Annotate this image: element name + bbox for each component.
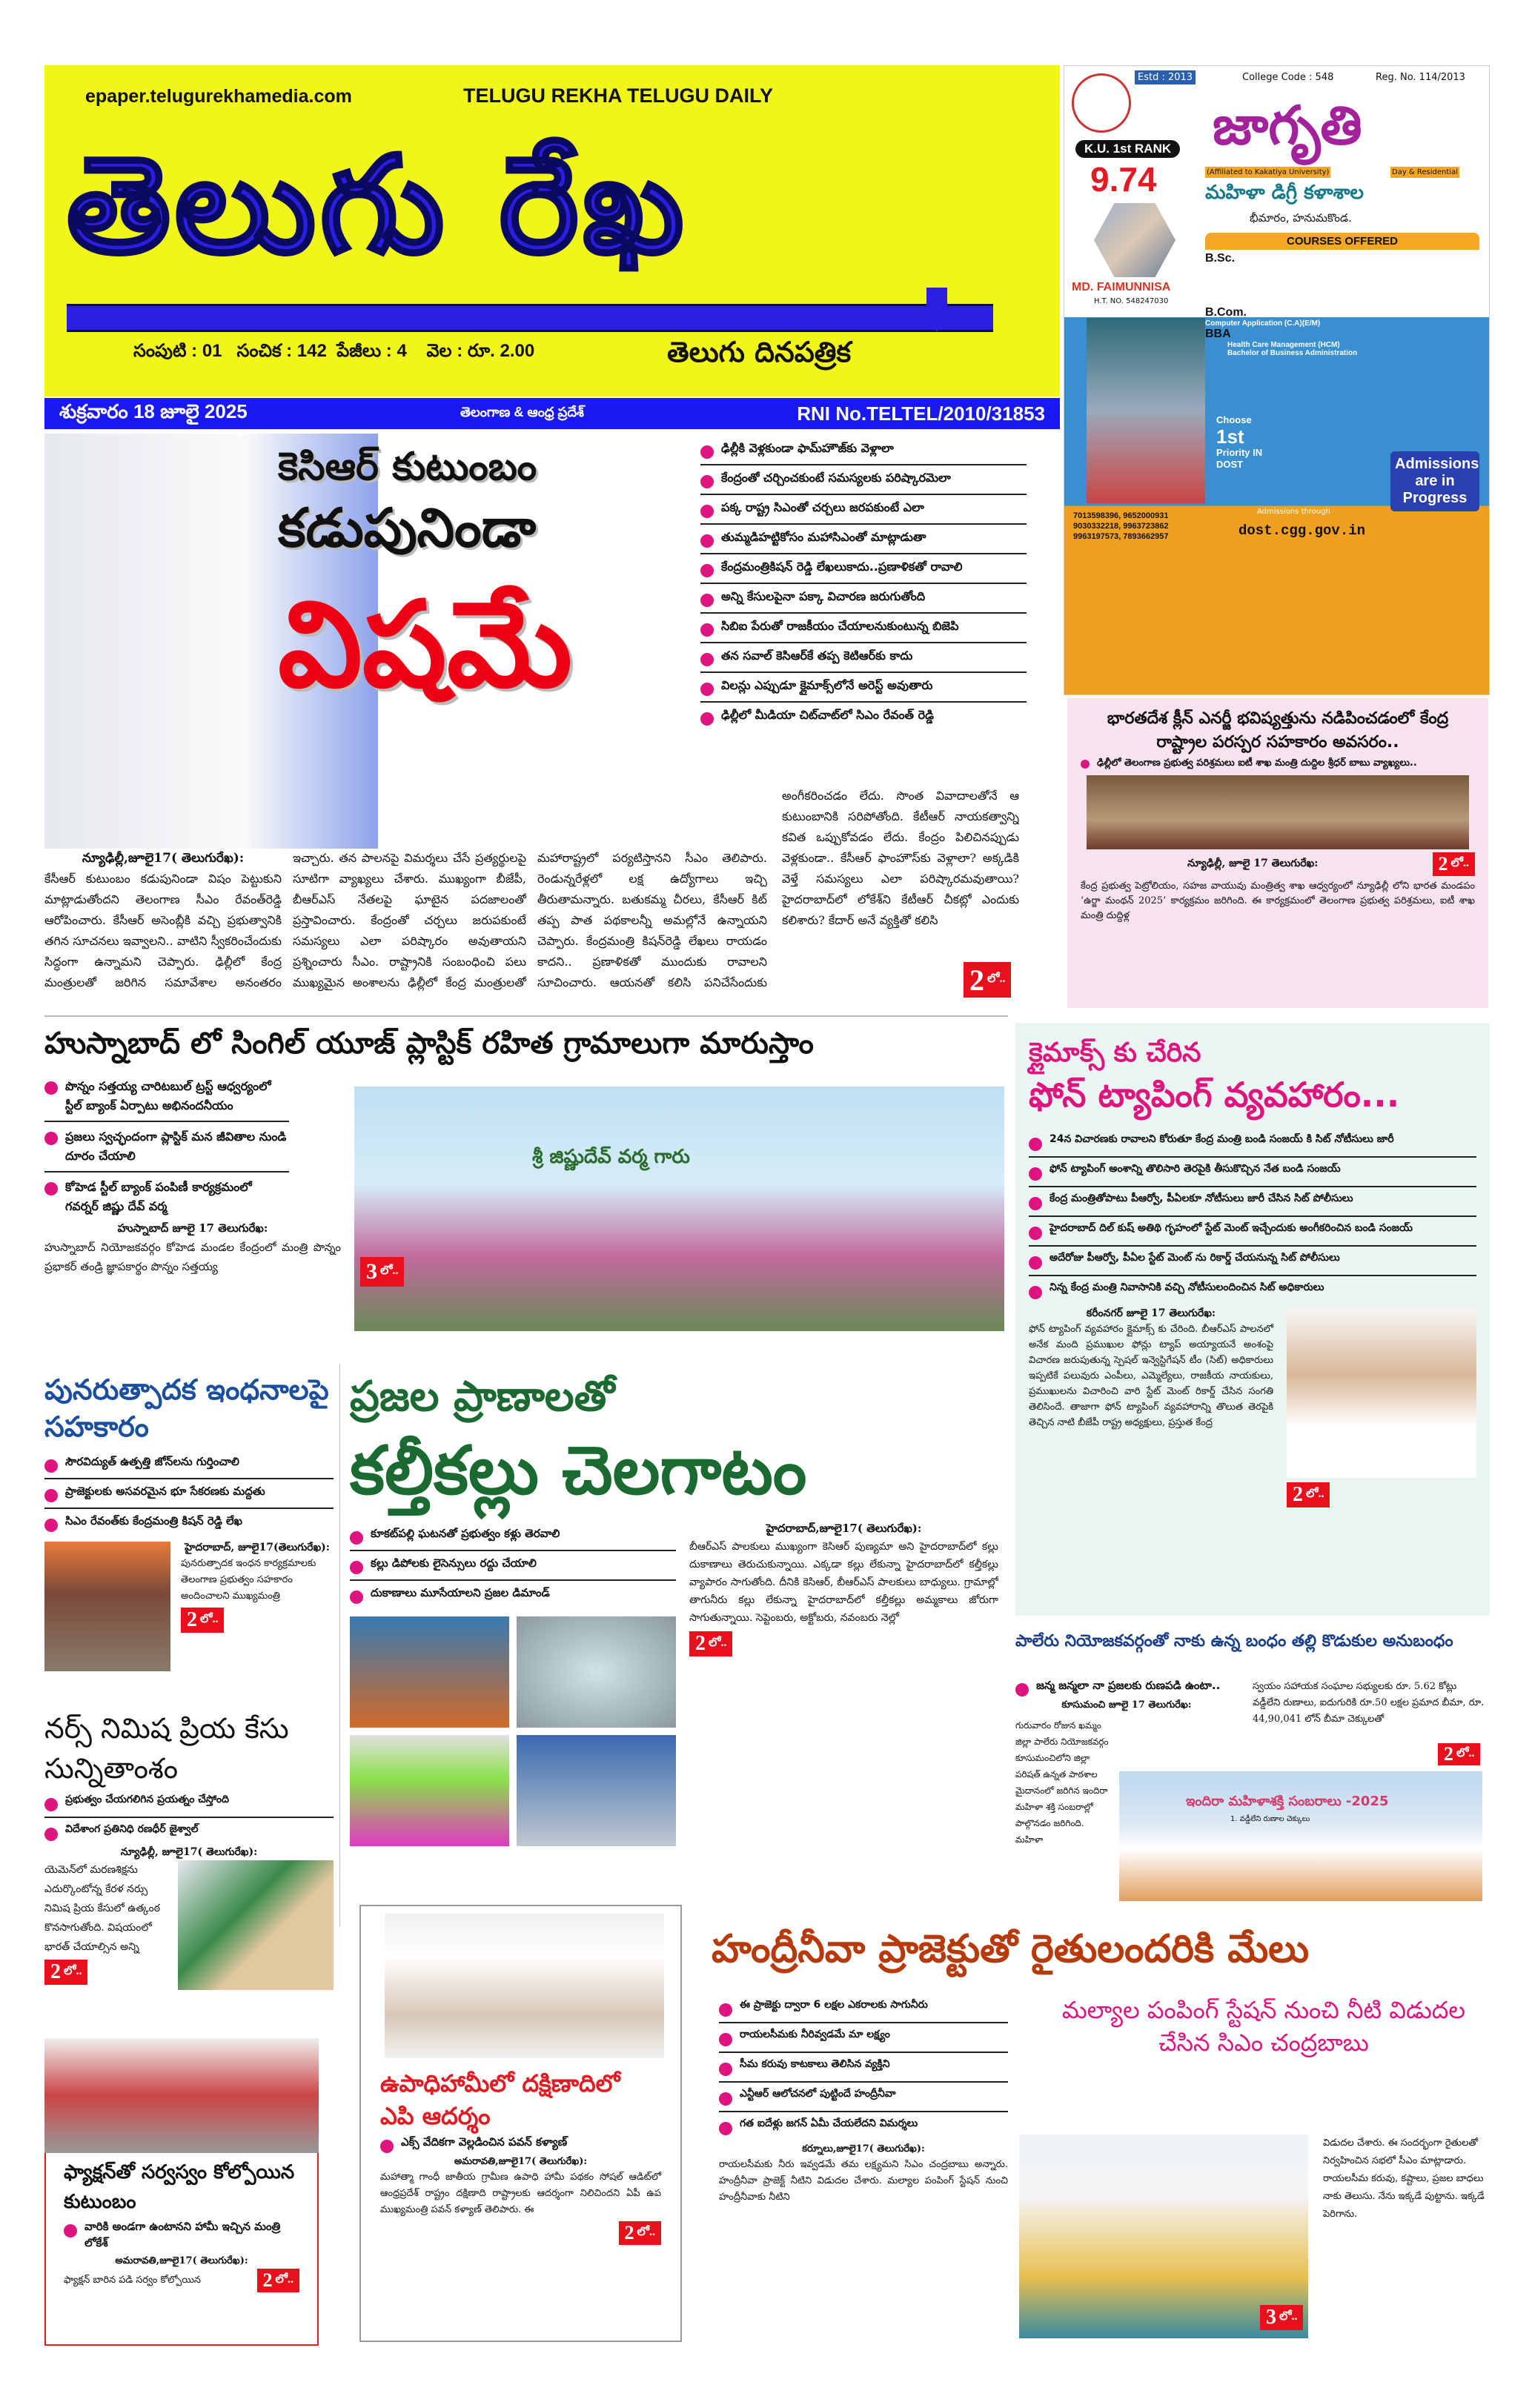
phone: 9030332218, 9963723862	[1073, 522, 1169, 531]
bullet-text: తన సవాల్ కెసిఆర్‌కే తప్ప కెటిఆర్‌కు కాదు	[721, 649, 913, 663]
lead-dateline: న్యూఢిల్లీ,జూలై17( తెలుగురేఖ):	[82, 851, 245, 866]
bullet-dot-icon	[700, 475, 714, 488]
bullet-text: విదేశాంగ ప్రతినిధి రణధీర్ జైశ్వాల్	[65, 1823, 199, 1835]
continued-page-badge[interactable]	[181, 1608, 224, 1633]
renewable-body: పునరుత్పాదక ఇంధన కార్యక్రమాలకు తెలంగాణ ప్రభుత్వం సహకారం అందించాలని ముఖ్యమంత్రి	[181, 1558, 316, 1602]
bullet-dot-icon	[44, 1459, 58, 1473]
nurse-bullets	[44, 1788, 334, 1846]
bullet-dot-icon	[350, 1561, 363, 1574]
bullet	[700, 673, 1027, 703]
continued-page-badge[interactable]	[689, 1631, 732, 1656]
bullet-text: 24న విచారణకు రావాలని కోరుతూ కేంద్ర మంత్రి బండి సంజయ్ కి సిట్ నోటీసులు జారీ	[1049, 1133, 1394, 1145]
bullet	[700, 643, 1027, 673]
toddy-photo-crates	[350, 1616, 509, 1728]
continued-page-badge[interactable]	[44, 1960, 87, 1985]
continued-suffix: లో..	[1279, 2310, 1298, 2323]
bullet-text: వారికి అండగా ఉంటానని హామీ ఇచ్చిన మంత్రి లోకేశ్	[84, 2220, 281, 2249]
bullet-dot-icon	[700, 534, 714, 548]
bullet	[700, 465, 1027, 495]
bullet	[44, 1788, 334, 1818]
pages: పేజీలు : 4	[336, 341, 407, 361]
paleru-body-left: గురువారం రోజున ఖమ్మం జిల్లా పాలేరు నియోజకవర్గం కూసుమంచిలోని జిల్లా పరిషత్ ఉన్నత పాఠశాల మైదానంలో జరిగిన ఇందిరా మహిళా శక్తి సంబరాల్లో పాల్గొనడం జరిగింది. మహిళా	[1015, 1720, 1109, 1845]
toddy-photo-bottles	[350, 1735, 509, 1846]
bullet	[44, 1479, 334, 1509]
nurse-row	[44, 1860, 334, 1990]
bullet	[700, 703, 1027, 731]
bullet	[350, 1551, 676, 1581]
bullet-text: ఢిల్లీకి వెళ్లకుండా ఫామ్‌హౌజ్‌కు వెళ్లాలా	[721, 441, 894, 455]
bullet	[1029, 1128, 1476, 1158]
page-number: 3	[1266, 2306, 1276, 2329]
bullet-text: విలన్లు ఎప్పుడూ క్లైమాక్స్‌లోనే అరెస్ట్ అవుతారు	[721, 678, 933, 692]
rni-number: RNI No.TELTEL/2010/31853	[797, 402, 1045, 425]
course-bba: BBA	[1205, 328, 1231, 340]
faction-body: ఫ్యాక్షన్ బారిన పడి సర్వం కోల్పోయిన	[64, 2275, 202, 2286]
energy-dateline-row	[1081, 852, 1475, 876]
bullet	[700, 495, 1027, 525]
handri-dateline: కర్నూలు,జూలై17( తెలుగురేఖ):	[802, 2143, 925, 2155]
bullet	[44, 1173, 289, 1221]
choose: Choose	[1216, 414, 1252, 425]
continued-suffix: లో..	[1306, 1487, 1324, 1500]
pawan-kalyan-photo	[385, 1914, 664, 2058]
bullet	[719, 2112, 1008, 2140]
bullet-text: సిఎం రేవంత్‌కు కేంద్రమంత్రి కిషన్ రెడ్డి లేఖ	[65, 1514, 243, 1528]
husnabad-headline: హుస్నాబాద్ లో సింగిల్ యూజ్ ప్లాస్టిక్ రహిత గ్రామాలుగా మారుస్తాం	[44, 1026, 814, 1061]
dost-website[interactable]: dost.cgg.gov.in	[1238, 523, 1366, 539]
bullet	[1029, 1158, 1476, 1187]
page-number: 2	[695, 1632, 706, 1655]
bullet	[44, 1072, 289, 1122]
tagline: TELUGU REKHA TELUGU DAILY	[463, 84, 774, 107]
bullet-dot-icon	[380, 2140, 394, 2153]
admissions-progress: Admissions are in Progress	[1390, 451, 1479, 511]
husnabad-row	[44, 1072, 1004, 1331]
bullet-dot-icon	[700, 505, 714, 518]
estd: Estd : 2013	[1135, 70, 1196, 84]
bullet-dot-icon	[700, 623, 714, 637]
bullet-dot-icon	[1029, 1286, 1042, 1299]
page-number: 2	[1438, 853, 1448, 875]
bullet	[44, 1122, 289, 1173]
course-item: Bachelor of Business Administration	[1227, 349, 1358, 357]
bullet-dot-icon	[1029, 1197, 1042, 1210]
rank-label: K.U. 1st RANK	[1075, 140, 1180, 158]
bullet-dot-icon	[1015, 1683, 1029, 1696]
price: వెల : రూ. 2.00	[426, 341, 535, 361]
meeting-photo	[1087, 775, 1469, 849]
continued-page-badge[interactable]	[1433, 852, 1475, 876]
bullet-text: కేంద్రమంత్రికిషన్ రెడ్డి లేఖలుకాదు..ప్రణాళికతో రావాలి	[721, 560, 963, 574]
region: తెలంగాణ & ఆంధ్ర ప్రదేశ్	[460, 404, 584, 419]
college-advertisement[interactable]	[1064, 65, 1490, 695]
nurse-text	[44, 1860, 170, 1985]
course-item: Mathematics, Physics, Computer Science	[1205, 273, 1352, 282]
page-number: 2	[1293, 1483, 1303, 1506]
page-number: 2	[262, 2269, 273, 2291]
bullet-dot-icon	[1029, 1138, 1042, 1151]
course-bcom: B.Com.	[1205, 306, 1247, 319]
phone-kicker: క్లైమాక్స్ కు చేరిన	[1029, 1038, 1201, 1068]
college-seal	[1072, 73, 1131, 133]
husnabad-bullets	[44, 1072, 289, 1221]
toddy-kicker: ప్రజల ప్రాణాలతో	[350, 1373, 615, 1421]
bullet-text: ప్రాజెక్టులకు అసవరమైన భూ సేకరణకు మద్దతు	[65, 1485, 265, 1498]
jaiswal-photo	[178, 1860, 334, 1990]
phone-text	[1029, 1307, 1273, 1430]
bullet-dot-icon	[1029, 1227, 1042, 1240]
bullet-text: కేంద్రంతో చర్చించకుంటే సమస్యలకు పరిష్కారమెలా	[721, 471, 951, 485]
bullet-dot-icon	[44, 1489, 58, 1502]
college-type: Day & Residential	[1392, 168, 1458, 176]
bullet	[719, 2083, 1008, 2112]
priority-badge	[1216, 414, 1276, 471]
phone: 9963197573, 7893662957	[1073, 532, 1169, 541]
courses-box	[1205, 233, 1479, 357]
phone-numbers	[1073, 511, 1168, 542]
mahila-shakti-event-photo	[1119, 1771, 1482, 1901]
continued-suffix: లో..	[200, 1613, 219, 1625]
pawan-badge-row	[380, 2221, 661, 2245]
bullet-text: ఈ ప్రాజెక్టు ద్వారా 6 లక్షల ఎకరాలకు సాగునీరు	[740, 1999, 928, 2011]
faction-body-row	[64, 2269, 299, 2292]
continued-page-badge[interactable]	[1287, 1482, 1330, 1508]
page-number: 2	[969, 963, 984, 997]
bullet-dot-icon	[1029, 1256, 1042, 1270]
continued-page-badge[interactable]	[964, 962, 1011, 998]
bullet-dot-icon	[700, 594, 714, 607]
bullet-text: ఫోన్ ట్యాపింగ్ అంశాన్ని తొలిసారి తెరపైకి తీసుకొచ్చిన నేత బండి సంజయ్	[1049, 1163, 1341, 1175]
bullet-text: సిబిఐ పేరుతో రాజకీయం చేయాలనుకుంటున్న బిజెపి	[721, 619, 959, 633]
husnabad-dateline: హుస్నాబాద్ జూలై 17 తెలుగురేఖ:	[117, 1221, 268, 1235]
renewable-headline: పునరుత్పాదక ఇంధనాలపై సహకారం	[44, 1373, 329, 1443]
bullet-text: నిన్న కేంద్ర మంత్రి నివాసానికి వచ్చి నోటీసులందించిన సిట్ అధికారులు	[1049, 1281, 1324, 1293]
bullet	[700, 584, 1027, 614]
course-item: Health Care Management (HCM)	[1227, 341, 1340, 349]
continued-suffix: లో..	[1456, 1747, 1475, 1759]
continued-suffix: లో..	[987, 972, 1006, 985]
bullet-text: ఢిల్లీలో తెలంగాణ ప్రభుత్వ పరిశ్రమలు ఐటీ శాఖ మంత్రి దుద్దిల శ్రీధర్ బాబు వ్యాఖ్యలు..	[1097, 757, 1417, 769]
bullet	[64, 2217, 299, 2255]
phone-bullets	[1029, 1128, 1476, 1304]
bullet	[44, 1509, 334, 1537]
continued-suffix: లో..	[64, 1965, 82, 1977]
bullet-dot-icon	[700, 564, 714, 577]
renewable-story	[44, 1371, 334, 1701]
continued-page-badge[interactable]	[257, 2269, 299, 2292]
bullet	[1029, 1217, 1476, 1247]
reg-no: Reg. No. 114/2013	[1376, 72, 1465, 83]
lead-line2: కడుపునిండా	[278, 497, 537, 559]
bullet-dot-icon	[44, 1828, 58, 1841]
issue-info	[133, 341, 534, 365]
bullet-dot-icon	[44, 1798, 58, 1811]
paleru-body-right: స్వయం సహాయక సంఘాల సభ్యులకు రూ. 5.62 కోట్లు వడ్డీలేని రుణాలు, ఐదుగురికి రూ.50 లక్షల ప్రమాద బీమా, రూ. 44,90,041 లోన్ బీమా చెక్కులతో	[1253, 1681, 1485, 1725]
bullet-text: ఢిల్లీలో మీడియా చిట్‌చాట్‌లో సిఎం రేవంత్ రెడ్డి	[721, 708, 934, 722]
date-bar	[44, 398, 1060, 429]
toddy-bullets	[350, 1522, 676, 1609]
pawan-story	[359, 1905, 682, 2342]
bullet	[380, 2132, 661, 2156]
event-banner-text: శ్రీ జిష్ణుదేవ్ వర్మ గారు	[532, 1146, 690, 1168]
bullet-text: ప్రభుత్వం చేయగలిగిన ప్రయత్నం చేస్తోంది	[65, 1794, 230, 1805]
course-item: Mathematics, Statistics, Data Science	[1205, 265, 1338, 273]
lokesh-family-photo	[44, 2038, 319, 2153]
bullet-dot-icon	[719, 2063, 732, 2076]
renewable-text	[181, 1542, 334, 1633]
husnabad-body: హుస్నాబాద్ నియోజకవర్గం కోహెడ మండల కేంద్రంలో మంత్రి పొన్నం ప్రభాకర్ తండ్రి జ్ఞాపకార్థం పొన్నం సత్తయ్య	[44, 1241, 341, 1273]
logo-underline	[67, 304, 993, 332]
phone-tapping-story	[1015, 1023, 1490, 1616]
subtitle: తెలుగు దినపత్రిక	[667, 336, 852, 368]
continued-suffix: లో..	[275, 2273, 294, 2286]
faction-headline: ఫ్యాక్షన్‌తో సర్వస్వం కోల్పోయిన కుటుంబం	[64, 2161, 295, 2213]
toddy-right	[689, 1522, 998, 1656]
lead-headline: విషమే	[278, 575, 573, 714]
handri-body-left: రాయలసీమకు నీరు ఇవ్వడమే తమ లక్ష్యమని సిఎం చంద్రబాబు అన్నారు. హంద్రీనీవా ప్రాజెక్ట్ నీటిని విడుదల చేశారు. మల్యాల పంపింగ్ స్టేషన్ నుంచి హంద్రీనీవాకు నీటిని	[719, 2159, 1008, 2203]
bullet-text: పక్క రాష్ట్ర సిఎంతో చర్చలు జరపకుంటే ఎలా	[721, 500, 924, 514]
handri-headline: హంద్రీనీవా ప్రాజెక్టుతో రైతులందరికి మేలు	[712, 1927, 1310, 1971]
renewable-dateline: హైదరాబాద్, జూలై17(తెలుగురేఖ):	[185, 1542, 330, 1553]
continued-page-badge[interactable]	[360, 1257, 404, 1287]
lead-bullets	[700, 436, 1027, 731]
toddy-photo-vessel	[517, 1616, 676, 1728]
toddy-row	[350, 1522, 998, 1846]
courses-title: COURSES OFFERED	[1205, 233, 1479, 250]
nurse-body: యెమెన్‌లో మరణశిక్షను ఎదుర్కొంటోన్న కేరళ నర్సు నిమిష ప్రియ కేసులో ఉత్కంఠ కొనసాగుతోంది. విషయంలో భారత్ చేయాల్సిన అన్ని	[44, 1864, 160, 1953]
continued-page-badge[interactable]	[1438, 1743, 1480, 1765]
bullet-text: కూకట్‌పల్లి ఘటనతో ప్రభుత్వం కళ్లు తెరవాలి	[371, 1527, 560, 1540]
bullet-dot-icon	[719, 2033, 732, 2046]
event-banner-subtext: 1. వడ్డీలేని రుణాల చెక్కులు	[1230, 1815, 1310, 1823]
bullet-dot-icon	[44, 1081, 58, 1095]
governor-event-photo	[354, 1087, 1004, 1331]
volume: సంపుటి : 01	[133, 341, 222, 361]
bullet-text: అదేరోజు పీఆర్వో, పీఏల స్టేట్ మెంట్ ను రికార్డ్ చేయనున్న సిట్ పోలీసులు	[1049, 1252, 1340, 1264]
newspaper-logo: తెలుగు రేఖ	[67, 128, 689, 283]
bullet	[700, 614, 1027, 643]
phone-row	[1029, 1307, 1476, 1508]
admissions-through: Admissions through	[1257, 508, 1330, 516]
page-number: 3	[366, 1259, 377, 1284]
bullet-text: గత ఐదేళ్లు జగన్ ఏమీ చేయలేదని విమర్శలు	[740, 2117, 918, 2129]
toddy-headline: కల్తీకల్లు చెలగాటం	[350, 1432, 807, 1510]
toddy-body: బీఆర్ఎస్ పాలకులు ముఖ్యంగా కెసిఆర్ పుణ్యమా అని హైదరాబాద్‌లో కల్లు దుకాణాలు తెరుచుకున్నాయి. ఎక్కడా కల్లు లేకున్నా హైదరాబాద్‌లో కల్తీకల్లు వ్యాపారం సాగుతోంది. దీనికి కెసిఆర్, బీఆర్ఎస్ పాలకులు బాధ్యులు. గ్రామాల్లో తాగునీరు కల్లు లేకున్నా హైదరాబాద్‌లో కల్తీకల్లు అమ్మకాలు జోరుగా సాగుతున్నాయి. సెప్టెంబరు, అక్టోబరు, నవంబరు నెల్లో	[689, 1541, 998, 1624]
bullet-text: తుమ్మడిహట్టికోసం మహాసిఎంతో మాట్లాడుతా	[721, 530, 926, 544]
phone-dateline: కరీంనగర్ జూలై 17 తెలుగురేఖ:	[1086, 1307, 1216, 1319]
husnabad-story	[44, 1023, 1004, 1360]
husnabad-left	[44, 1072, 341, 1276]
lead-column-4: అంగీకరించడం లేదు. సొంత వివాదాలతోనే ఆ కుటుంబానికి సరిపోతోంది. కేటీఆర్ నాయకత్వాన్ని కవిత ఒప్పుకోవడం లేదు. కేంద్రం పిలిచినప్పుడు వెళ్లకుండా.. కేసీఆర్ ఫాంహౌస్‌కు వెళ్లాలా? అక్కడికి వెళ్తే సమస్యలు ఎలా పరిష్కారమవుతాయి? హైదరాబాద్‌లో లోకేశ్‌ని కేటీఆర్ చీకట్లో ఎందుకు కలిశారు? కేదార్ అనే వ్యక్తితో కలిసి	[782, 789, 1019, 927]
masthead	[44, 65, 1060, 397]
date: శుక్రవారం 18 జూలై 2025	[59, 399, 248, 422]
bullet-dot-icon	[1081, 760, 1090, 769]
page-number: 2	[50, 1960, 61, 1983]
bullet	[1015, 1679, 1238, 1699]
toddy-left	[350, 1522, 676, 1846]
energy-story	[1067, 698, 1488, 1008]
toddy-dateline: హైదరాబాద్,జూలై17( తెలుగురేఖ):	[766, 1522, 922, 1535]
lead-column-3: మహారాష్ట్రలో పర్యటిస్తానని సీఎం తెలిపారు. రెండున్నరేళ్లలో లక్ష ఉద్యోగాలు ఇచ్చి తీరుతామన్నారు. బతుకమ్మ చీరలు, కేసీఆర్ కిట్ తప్ప పాత పథకాలన్నీ అమల్లోనే ఉన్నాయని చెప్పారు. కేంద్రమంత్రి కిషన్‌రెడ్డి లేఖలు రాయడం కాదని.. ప్రణాళికతో ముందుకు రావాలని సూచించారు. ఆయనతో కలిసి పనిచేసేందుకు	[537, 851, 767, 989]
pawan-body: మహాత్మా గాంధీ జాతీయ గ్రామీణ ఉపాధి హామీ పథకం సోషల్ ఆడిట్‌లో ఆంధ్రప్రదేశ్ రాష్ట్రం దక్షిణాది రాష్ట్రాలకు ఆదర్శంగా నిలిచిందని ఏపీ ఉప ముఖ్యమంత్రి పవన్ కళ్యాణ్ తెలిపారు. ఈ	[380, 2172, 661, 2215]
lead-kicker: కెసిఆర్ కుటుంబం	[278, 445, 537, 489]
continued-page-badge[interactable]	[1260, 2305, 1303, 2330]
bullet-dot-icon	[350, 1591, 363, 1604]
column-divider	[339, 1364, 340, 1927]
bullet-text: సీమ కరువు కాటకాలు తెలిసిన వ్యక్తిని	[740, 2058, 890, 2070]
bullet	[719, 2023, 1008, 2053]
bullet-text: ఎక్స్ వేదికగా వెల్లడించిన పవన్ కళ్యాణ్	[401, 2135, 568, 2149]
student-name: MD. FAIMUNNISA	[1072, 281, 1171, 293]
energy-dateline: న్యూఢిల్లీ, జూలై 17 తెలుగురేఖ:	[1187, 857, 1319, 869]
divider	[44, 1015, 1008, 1017]
rank-score: 9.74	[1090, 160, 1157, 199]
priority-number: 1st	[1216, 425, 1244, 448]
event-banner-text: ఇందిరా మహిళాశక్తి సంబరాలు -2025	[1186, 1794, 1389, 1809]
bullet-dot-icon	[44, 1182, 58, 1195]
bullet-text: పొన్నం సత్తయ్య చారిటబుల్ ట్రస్ట్ ఆధ్వర్యంలో స్టీల్ బ్యాంక్ ఏర్పాటు అభినందనీయం	[65, 1079, 271, 1112]
bandi-sanjay-photo	[1287, 1307, 1476, 1478]
faction-dateline: అమరావతి,జూలై17( తెలుగురేఖ):	[115, 2255, 248, 2266]
bullet-dot-icon	[44, 1519, 58, 1532]
bullet	[44, 1818, 334, 1846]
lead-column-1: కేసీఆర్ కుటుంబం కడుపునిండా విషం పెట్టుకుని మాట్లాడుతోందని తెలంగాణ సీఎం రేవంత్‌రెడ్డి ఆరోపించారు. కేసీఆర్ అసెంబ్లీకి వచ్చి ప్రభుత్వానికి తగిన సూచనలు ఇవ్వాలని.. వాటిని స్వీకరించేందుకు సిద్ధంగా ఉన్నామని చెప్పారు. ఢిల్లీలో కేంద్ర మంత్రులతో జరిగిన సమావేశాల అనంతరం	[44, 872, 282, 989]
affiliation: (Affiliated to Kakatiya University)	[1207, 168, 1330, 176]
continued-suffix: లో..	[1450, 857, 1469, 869]
college-subtitle: మహిళా డిగ్రీ కళాశాల	[1205, 182, 1364, 204]
bullet	[350, 1522, 676, 1551]
paleru-headline: పాలేరు నియోజకవర్గంతో నాకు ఉన్న బంధం తల్లి కొడుకుల అనుబంధం	[1015, 1632, 1453, 1651]
bullet-dot-icon	[700, 683, 714, 696]
page-number: 2	[1444, 1743, 1453, 1765]
issue: సంచిక : 142	[236, 341, 327, 361]
college-building-photo	[1087, 318, 1205, 503]
phone-headline: ఫోన్ ట్యాపింగ్ వ్యవహారం...	[1029, 1075, 1400, 1115]
renewable-row	[44, 1542, 334, 1671]
handri-body-right: విడుదల చేశారు. ఈ సందర్భంగా రైతులతో నిర్వహించిన సభలో సీఎం మాట్లాడారు. రాయలసీమ కరువు, కష్టాలు, ప్రజల బాధలు నాకు తెలుసు. నేను ఇక్కడే పుట్టాను. ఇక్కడే పెరిగాను.	[1323, 2137, 1485, 2220]
nurse-story	[44, 1708, 334, 2034]
student-photo	[1094, 203, 1175, 277]
bullet-text: జన్మ జన్మలా నా ప్రజలకు రుణపడి ఉంటా..	[1036, 1679, 1221, 1692]
college-name: జాగృతి	[1213, 94, 1362, 156]
bullet-dot-icon	[700, 653, 714, 666]
bullet	[700, 525, 1027, 554]
continued-suffix: లో..	[637, 2226, 655, 2238]
course-item: Food & Nutrition, Botany, Zoology	[1205, 298, 1326, 306]
hall-ticket: H.T. NO. 548247030	[1094, 297, 1169, 305]
toddy-story	[350, 1367, 998, 1901]
bullet	[1029, 1276, 1476, 1304]
course-bsc: B.Sc.	[1205, 252, 1236, 265]
bullet	[1081, 754, 1475, 774]
bullet	[700, 436, 1027, 465]
toddy-photos	[350, 1616, 676, 1846]
handri-left	[719, 1994, 1008, 2342]
nurse-dateline: న్యూఢిల్లీ, జూలై17( తెలుగురేఖ):	[120, 1846, 258, 1858]
handri-bullets	[719, 1994, 1008, 2140]
lead-column-2: ఇచ్చారు. తన పాలనపై విమర్శలు చేసే ప్రత్యర్థులపై సూటిగా వ్యాఖ్యలు చేశారు. ముఖ్యంగా బీజేపీ, బీఆర్ఎస్ నేతలపై ఘాటైన పదజాలంతో ప్రస్తావించారు. కేంద్రంతో చర్చలు జరుపకుంటే సమస్యలు ఎలా పరిష్కారం అవుతాయని ప్రశ్నించారు సీఎం. రాష్ట్రానికి సంబంధించి పలు ముఖ్యమైన అంశాలను ఢిల్లీలో కేంద్ర మంత్రులతో	[293, 851, 526, 989]
bullet-text: కేంద్ర మంత్రితోపాటు పీఆర్వో, పీఏలకూ నోటీసులు జారీ చేసిన సిట్ పోలీసులు	[1049, 1193, 1353, 1204]
phone-photo-col	[1287, 1307, 1476, 1508]
bullet-text: ప్రజలు స్వచ్ఛందంగా ప్లాస్టిక్ మన జీవితాల నుండి దూరం చేయాలి	[65, 1130, 287, 1163]
continued-suffix: లో..	[709, 1636, 727, 1649]
bullet-text: అన్ని కేసులపైనా పక్కా విచారణ జరుగుతోంది	[721, 589, 926, 603]
bullet-dot-icon	[719, 2092, 732, 2106]
bullet-dot-icon	[44, 1132, 58, 1145]
bullet-dot-icon	[719, 2122, 732, 2135]
bullet	[719, 1994, 1008, 2023]
energy-body: కేంద్ర ప్రభుత్వ పెట్రోలియం, సహజ వాయువు మంత్రిత్వ శాఖ ఆధ్వర్యంలో న్యూఢిల్లీ లోని భారత మండపం ‘ఉర్జా మంథన్ 2025’ కార్యక్రమం జరిగింది. ఈ కార్యక్రమంలో తెలంగాణ ప్రభుత్వ పరిశ్రమలు, ఐటీ శాఖ మంత్రి దుద్దిళ్ల	[1081, 880, 1475, 921]
epaper-url[interactable]: epaper.telugurekhamedia.com	[85, 86, 352, 107]
husnabad-photo-wrap	[354, 1087, 1004, 1331]
kishan-reddy-photo	[44, 1542, 170, 1671]
continued-page-badge[interactable]	[619, 2221, 661, 2245]
bullet-dot-icon	[700, 445, 714, 459]
pawan-headline: ఉపాధిహామీలో దక్షిణాదిలో ఎపి ఆదర్శం	[380, 2069, 620, 2130]
college-location: భీమారం, హనుమకొండ.	[1250, 211, 1352, 225]
continued-suffix: లో..	[380, 1264, 399, 1277]
toddy-photo-depot	[517, 1735, 676, 1846]
bullet-dot-icon	[719, 2003, 732, 2017]
bullet	[1029, 1187, 1476, 1217]
page-number: 2	[624, 2222, 634, 2243]
page-number: 2	[187, 1608, 197, 1631]
nurse-headline: నర్స్ నిమిష ప్రియ కేసు సున్నితాంశం	[44, 1712, 289, 1785]
bullet	[350, 1581, 676, 1609]
course-item: Computer Application (C.A)(E/M)	[1205, 319, 1321, 328]
priority-text: Priority IN DOST	[1216, 447, 1263, 470]
bullet	[1029, 1247, 1476, 1276]
bullet-dot-icon	[700, 712, 714, 726]
bullet-text: దుకాణాలు మూసేయాలని ప్రజల డిమాండ్	[371, 1586, 550, 1599]
bullet-text: ఎన్టీఆర్ ఆలోచనలో పుట్టిందే హంద్రీనీవా	[740, 2088, 896, 2100]
pawan-dateline: అమరావతి,జూలై17( తెలుగురేఖ):	[454, 2156, 588, 2167]
bullet	[700, 554, 1027, 584]
phone-body: ఫోన్ ట్యాపింగ్ వ్యవహారం క్లైమాక్స్ కు చేరింది. బీఆర్ఎస్ పాలనలో అనేక మంది ప్రముఖుల ఫోన్లు ట్యాప్ అయ్యాయనే అంశంపై విచారణ జరుపుతున్న స్పెషల్ ఇన్వెస్టిగేషన్ టీం (సిట్) అధికారులు ఇప్పటికే పలువురు ఎంపీలు, ఎమ్మెల్యేలు, రాజకీయ నాయకులు, ప్రముఖులను విచారించి వారి స్టేట్ మెంట్ రికార్డ్ చేసిన సంగతి తెలిసిందే. తాజాగా ఫోన్ ట్యాపింగ్ వ్యవహారాన్ని తొలుత తెరపైకి తెచ్చిన నాటి బీజేపీ రాష్ట్ర అధ్యక్షులు, ప్రస్తుత కేంద్ర	[1029, 1324, 1273, 1428]
bullet-text: కల్లు డిపోలకు లైసెన్సులు రద్దు చేయాలి	[371, 1556, 537, 1570]
bullet-text: కోహెడ స్టీల్ బ్యాంక్ పంపిణీ కార్యక్రమంలో గవర్నర్ జిష్ణు దేవ్ వర్మ	[65, 1180, 252, 1213]
phone: 7013598396, 9652000931	[1073, 511, 1169, 520]
college-code: College Code : 548	[1242, 72, 1334, 83]
bullet	[44, 1450, 334, 1479]
bullet	[719, 2053, 1008, 2083]
bullet-dot-icon	[350, 1531, 363, 1545]
paleru-dateline: కూసుమంచి జూలై 17 తెలుగురేఖ:	[1061, 1699, 1192, 1711]
renewable-bullets	[44, 1450, 334, 1537]
energy-headline: భారతదేశ క్లీన్ ఎనర్జీ భవిష్యత్తును నడిపించడంలో కేంద్ర రాష్ట్రాల పరస్పర సహకారం అవసరం..	[1107, 709, 1449, 752]
course-item: Agriculture, Botany, Chemistry	[1205, 282, 1314, 290]
course-item: Food Science, Zoology, Chemistry	[1205, 290, 1327, 298]
bullet-text: రాయలసీమకు నీరివ్వడమే మా లక్ష్యం	[740, 2029, 890, 2040]
bullet-dot-icon	[64, 2224, 77, 2238]
bullet-text: హైదరాబాద్ దిల్ కుష్ అతిథి గృహంలో స్టేట్ మెంట్ ఇచ్చేందుకు అంగీకరించిన బండి సంజయ్	[1049, 1222, 1413, 1234]
bullet-text: సౌరవిద్యుత్ ఉత్పత్తి జోన్‌లను గుర్తించాలి	[65, 1455, 239, 1468]
faction-story	[44, 2153, 319, 2346]
handri-subhead: మల్యాల పంపింగ్ స్టేషన్ నుంచి నీటి విడుదల చేసిన సిఎం చంద్రబాబు	[1061, 1996, 1466, 2057]
bullet-dot-icon	[1029, 1167, 1042, 1181]
